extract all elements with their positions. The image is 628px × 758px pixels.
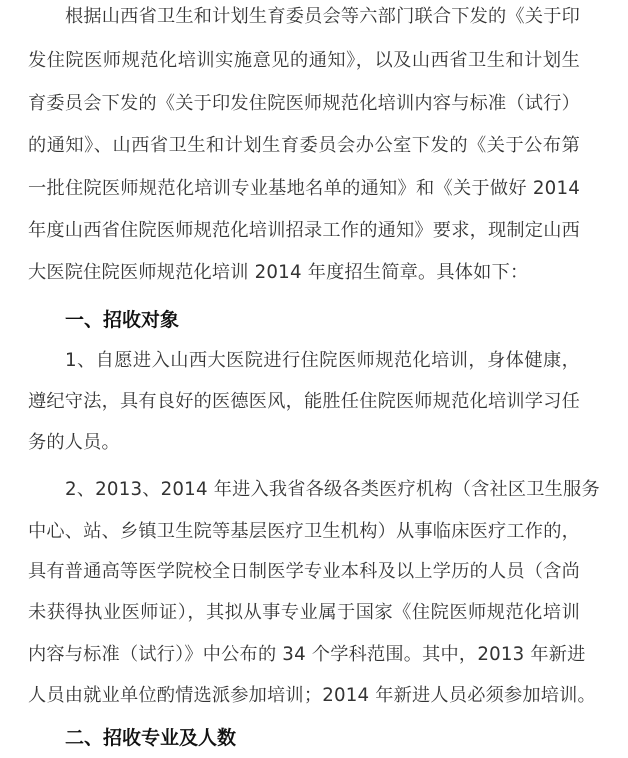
intro-line-6: 年度山西省住院医师规范化培训招录工作的通知》要求，现制定山西: [28, 220, 580, 241]
item1-line-3: 务的人员。: [28, 432, 120, 453]
item1-line-1: 1、自愿进入山西大医院进行住院医师规范化培训，身体健康，: [65, 350, 580, 371]
item1-line-2: 遵纪守法，具有良好的医德医风，能胜任住院医师规范化培训学习任: [28, 391, 580, 412]
section-heading-recruitment-targets: 一、招收对象: [65, 309, 180, 331]
item2-line-4: 未获得执业医师证），其拟从事专业属于国家《住院医师规范化培训: [28, 602, 580, 623]
intro-line-2: 发住院医师规范化培训实施意见的通知》，以及山西省卫生和计划生: [28, 50, 580, 71]
section-heading-specialties-and-quota: 二、招收专业及人数: [65, 727, 237, 749]
item2-line-6: 人员由就业单位酌情选派参加培训；2014 年新进人员必须参加培训。: [28, 685, 596, 706]
item2-line-2: 中心、站、乡镇卫生院等基层医疗卫生机构）从事临床医疗工作的，: [28, 521, 580, 542]
intro-line-1: 根据山西省卫生和计划生育委员会等六部门联合下发的《关于印: [65, 6, 580, 27]
item2-line-5: 内容与标准（试行）》中公布的 34 个学科范围。其中，2013 年新进: [28, 644, 586, 665]
intro-line-3: 育委员会下发的《关于印发住院医师规范化培训内容与标准（试行）: [28, 93, 580, 114]
item2-line-1: 2、2013、2014 年进入我省各级各类医疗机构（含社区卫生服务: [65, 479, 600, 500]
intro-line-5: 一批住院医师规范化培训专业基地名单的通知》和《关于做好 2014: [28, 178, 580, 199]
intro-line-7: 大医院住院医师规范化培训 2014 年度招生简章。具体如下：: [28, 262, 529, 283]
intro-line-4: 的通知》、山西省卫生和计划生育委员会办公室下发的《关于公布第: [28, 135, 580, 156]
item2-line-3: 具有普通高等医学院校全日制医学专业本科及以上学历的人员（含尚: [28, 561, 580, 582]
